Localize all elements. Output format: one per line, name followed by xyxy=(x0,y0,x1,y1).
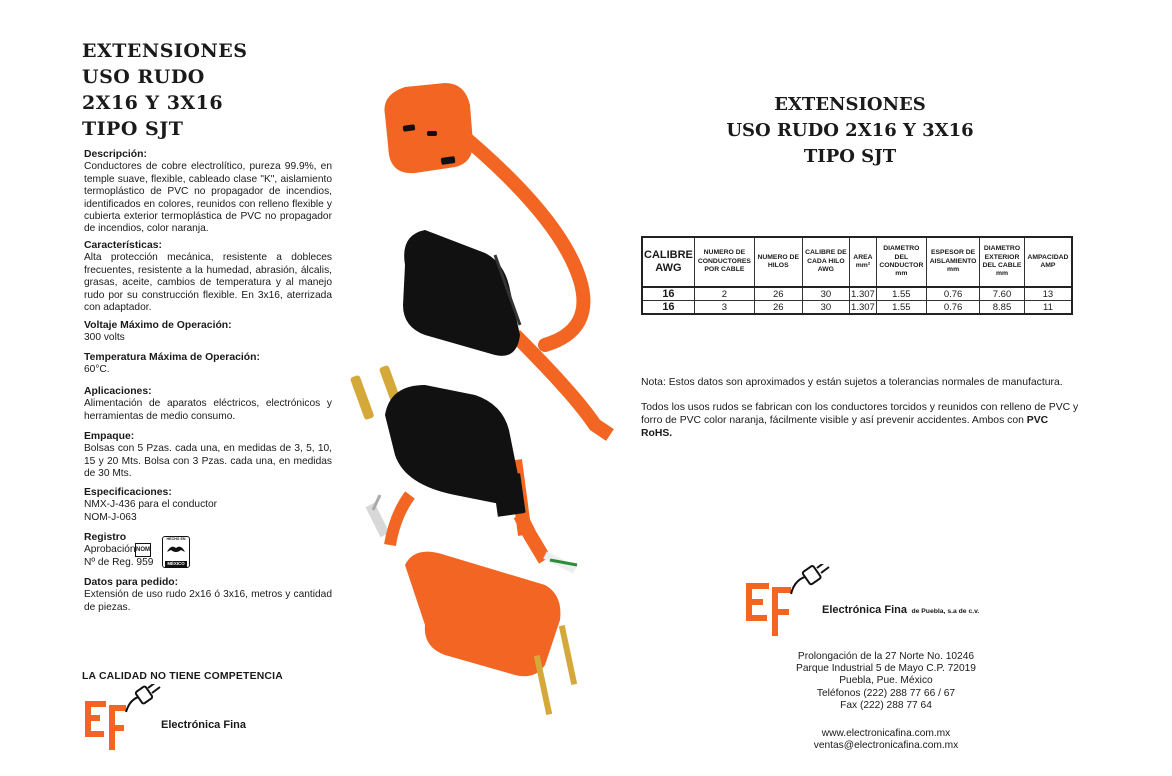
orange-plug-bottom xyxy=(405,552,577,715)
black-connector-middle xyxy=(403,230,520,356)
spec-table-row xyxy=(642,301,1072,315)
header-line: mm xyxy=(995,270,1009,278)
header-line: DIAMETRO xyxy=(883,245,920,253)
website-link[interactable]: www.electronicafina.com.mx xyxy=(821,728,951,739)
company-name: Electrónica Fina xyxy=(822,604,907,616)
header-line: CONDUCTORES xyxy=(697,257,751,265)
spec-table-header-cell xyxy=(980,237,1025,287)
slogan: LA CALIDAD NO TIENE COMPETENCIA xyxy=(82,671,283,682)
spec-table xyxy=(641,236,1073,315)
header-line: AMP xyxy=(1040,262,1056,269)
registro-heading: Registro xyxy=(84,532,127,543)
spec-table-cell: 1.55 xyxy=(876,301,926,315)
aplicaciones-text: Alimentación de aparatos eléctricos, electrónicos y herramientas de medio consumo. xyxy=(84,398,332,422)
caracteristicas-text: Alta protección mecánica, resistente a dobleces frecuentes, resistente a la humedad, abrasión, álcalis, grasas, aceite, cambios de temperatura y al manejo rudo por su construcción flexible. En 3x16, aterrizada con adaptador. xyxy=(84,252,332,314)
aplicaciones-heading: Aplicaciones: xyxy=(84,386,152,397)
address-block xyxy=(795,651,977,712)
header-line: AMPACIDAD xyxy=(1027,253,1069,261)
address-line: Prolongación de la 27 Norte No. 10246 xyxy=(797,651,975,662)
voltaje-text: 300 volts xyxy=(84,332,125,344)
company-name-block xyxy=(822,600,979,618)
registro-line: Nº de Reg. 959 xyxy=(84,556,154,568)
registro-line: Aprobación xyxy=(84,544,136,556)
spec-table-cell: 7.60 xyxy=(980,287,1025,301)
nom-badge-text: NOM xyxy=(136,547,150,553)
descripcion-heading: Descripción: xyxy=(84,149,147,160)
right-title-line: USO RUDO 2X16 Y 3X16 xyxy=(726,120,974,141)
pedido-heading: Datos para pedido: xyxy=(84,577,179,588)
email-link[interactable]: ventas@electronicafina.com.mx xyxy=(813,740,959,752)
spec-table-header-cell xyxy=(754,237,802,287)
fax-line: Fax (222) 288 77 64 xyxy=(840,699,932,711)
pedido-section xyxy=(84,577,332,614)
especificaciones-line: NOM-J-063 xyxy=(84,511,137,523)
voltaje-section xyxy=(84,320,332,345)
left-title-line: USO RUDO xyxy=(82,66,205,88)
header-line: mm² xyxy=(855,262,871,269)
spec-table-cell: 11 xyxy=(1024,301,1072,315)
header-line: CALIBRE DE xyxy=(805,249,847,257)
empaque-section xyxy=(84,431,332,481)
header-line: HILOS xyxy=(767,262,789,269)
nom-badge xyxy=(135,543,151,557)
pvc-paragraph-text: Todos los usos rudos se fabrican con los conductores torcidos y reunidos con relleno de PVC y forro de PVC color naranja, fácilmente visible y así prevenir accidentes. Ambos con xyxy=(641,402,1079,426)
address-line: Puebla, Pue. México xyxy=(839,675,933,687)
badge-top-text: HECHO EN xyxy=(166,537,186,541)
spec-table-row xyxy=(642,287,1072,301)
phone-line: Teléfonos (222) 288 77 66 / 67 xyxy=(816,687,956,699)
header-line: DEL CABLE xyxy=(982,262,1022,269)
especificaciones-heading: Especificaciones: xyxy=(84,487,172,498)
logo-text: Electrónica Fina xyxy=(161,719,246,731)
spec-table-cell: 1.307 xyxy=(851,301,875,313)
address-line: Parque Industrial 5 de Mayo C.P. 72019 xyxy=(796,663,976,675)
company-logo-icon xyxy=(743,564,833,642)
temperatura-text: 60°C. xyxy=(84,364,110,376)
header-line: DEL xyxy=(894,253,909,261)
spec-table-cell: 3 xyxy=(694,301,754,315)
aplicaciones-section xyxy=(84,386,332,423)
company-suffix: de Puebla, s.a de c.v. xyxy=(911,608,980,615)
descripcion-text: Conductores de cobre electrolítico, pureza 99.9%, en temple suave, flexible, cableado clase "K", aislamiento termoplástico de PVC no propagador de incendios, identificados en colores, reunidos con relleno flexible y cubierta exterior termoplástica de PVC no propagador de incendios, color naranja. xyxy=(84,161,332,235)
badge-bottom-text: MÉXICO xyxy=(165,561,187,567)
spec-table-cell: 1.55 xyxy=(876,287,926,301)
spec-table-cell: 13 xyxy=(1024,287,1072,301)
header-line: POR CABLE xyxy=(704,266,745,274)
spec-table-header-cell xyxy=(1024,237,1072,287)
caracteristicas-heading: Características: xyxy=(84,240,162,251)
spec-table-cell: 0.76 xyxy=(927,287,980,301)
header-line: CONDUCTOR xyxy=(879,262,924,269)
header-line: mm xyxy=(947,266,960,274)
header-line: mm xyxy=(895,270,908,278)
temperatura-section xyxy=(84,352,332,377)
spec-table-header-cell xyxy=(642,237,694,287)
spec-table-header-cell xyxy=(876,237,926,287)
header-line: CALIBRE xyxy=(644,249,693,261)
pvc-paragraph xyxy=(641,401,1081,440)
header-line: AWG xyxy=(655,262,682,274)
left-title-line: 2X16 Y 3X16 xyxy=(82,92,224,114)
hecho-en-mexico-badge xyxy=(162,536,190,568)
spec-table-header-cell xyxy=(802,237,850,287)
caracteristicas-section xyxy=(84,240,332,314)
spec-table-cell: 30 xyxy=(802,287,850,301)
left-title-line: EXTENSIONES xyxy=(82,40,248,62)
header-line: CADA HILO xyxy=(807,257,845,265)
calibre-cell: 16 xyxy=(642,301,694,315)
pvc-rohs-text: PVC RoHS. xyxy=(641,415,1049,439)
spec-table-header-cell xyxy=(850,237,877,287)
header-line: NUMERO DE xyxy=(703,249,746,257)
spec-table-cell: 0.76 xyxy=(927,301,980,315)
header-line: AISLAMIENTO xyxy=(929,257,977,265)
spec-table-header-cell xyxy=(927,237,980,287)
descripcion-section xyxy=(84,149,332,236)
spec-table-cell: 1.307 xyxy=(851,288,875,300)
voltaje-heading: Voltaje Máximo de Operación: xyxy=(84,320,232,331)
electronica-fina-logo-icon xyxy=(82,684,162,756)
spec-table-cell: 26 xyxy=(754,287,802,301)
spec-table-header-cell xyxy=(694,237,754,287)
right-title xyxy=(700,92,1000,170)
notes-block xyxy=(641,376,1081,452)
spec-table-header-row xyxy=(642,237,1072,287)
header-line: AREA xyxy=(853,253,873,261)
header-line: NUMERO DE xyxy=(757,253,799,261)
right-title-line: TIPO SJT xyxy=(803,146,897,167)
right-title-line: EXTENSIONES xyxy=(774,94,926,115)
temperatura-heading: Temperatura Máxima de Operación: xyxy=(84,352,260,363)
header-line: EXTERIOR xyxy=(984,253,1020,261)
orange-connector-top xyxy=(384,83,473,173)
especificaciones-line: NMX-J-436 para el conductor xyxy=(84,499,218,511)
contact-block xyxy=(795,728,977,753)
eagle-icon xyxy=(163,542,189,556)
left-title-line: TIPO SJT xyxy=(82,118,184,140)
empaque-text: Bolsas con 5 Pzas. cada una, en medidas de 3, 5, 10, 15 y 20 Mts. Bolsa con 3 Pzas. cada una, en medidas de 30 Mts. xyxy=(84,443,332,480)
spec-table-cell: 26 xyxy=(754,301,802,315)
spec-table-cell: 30 xyxy=(802,301,850,315)
pedido-text: Extensión de uso rudo 2x16 ó 3x16, metros y cantidad de piezas. xyxy=(84,589,332,613)
extension-cord-illustration xyxy=(345,65,615,735)
header-line: ESPESOR DE xyxy=(930,249,976,257)
empaque-heading: Empaque: xyxy=(84,431,135,442)
especificaciones-section xyxy=(84,487,332,524)
spec-table-cell: 8.85 xyxy=(980,301,1025,315)
header-line: AWG xyxy=(817,266,834,274)
spec-table-cell: 2 xyxy=(694,287,754,301)
note-text: Nota: Estos datos son aproximados y están sujetos a tolerancias normales de manufactura. xyxy=(641,377,1063,388)
calibre-cell: 16 xyxy=(642,287,694,301)
header-line: DIAMETRO xyxy=(983,245,1021,253)
left-title xyxy=(82,38,247,142)
